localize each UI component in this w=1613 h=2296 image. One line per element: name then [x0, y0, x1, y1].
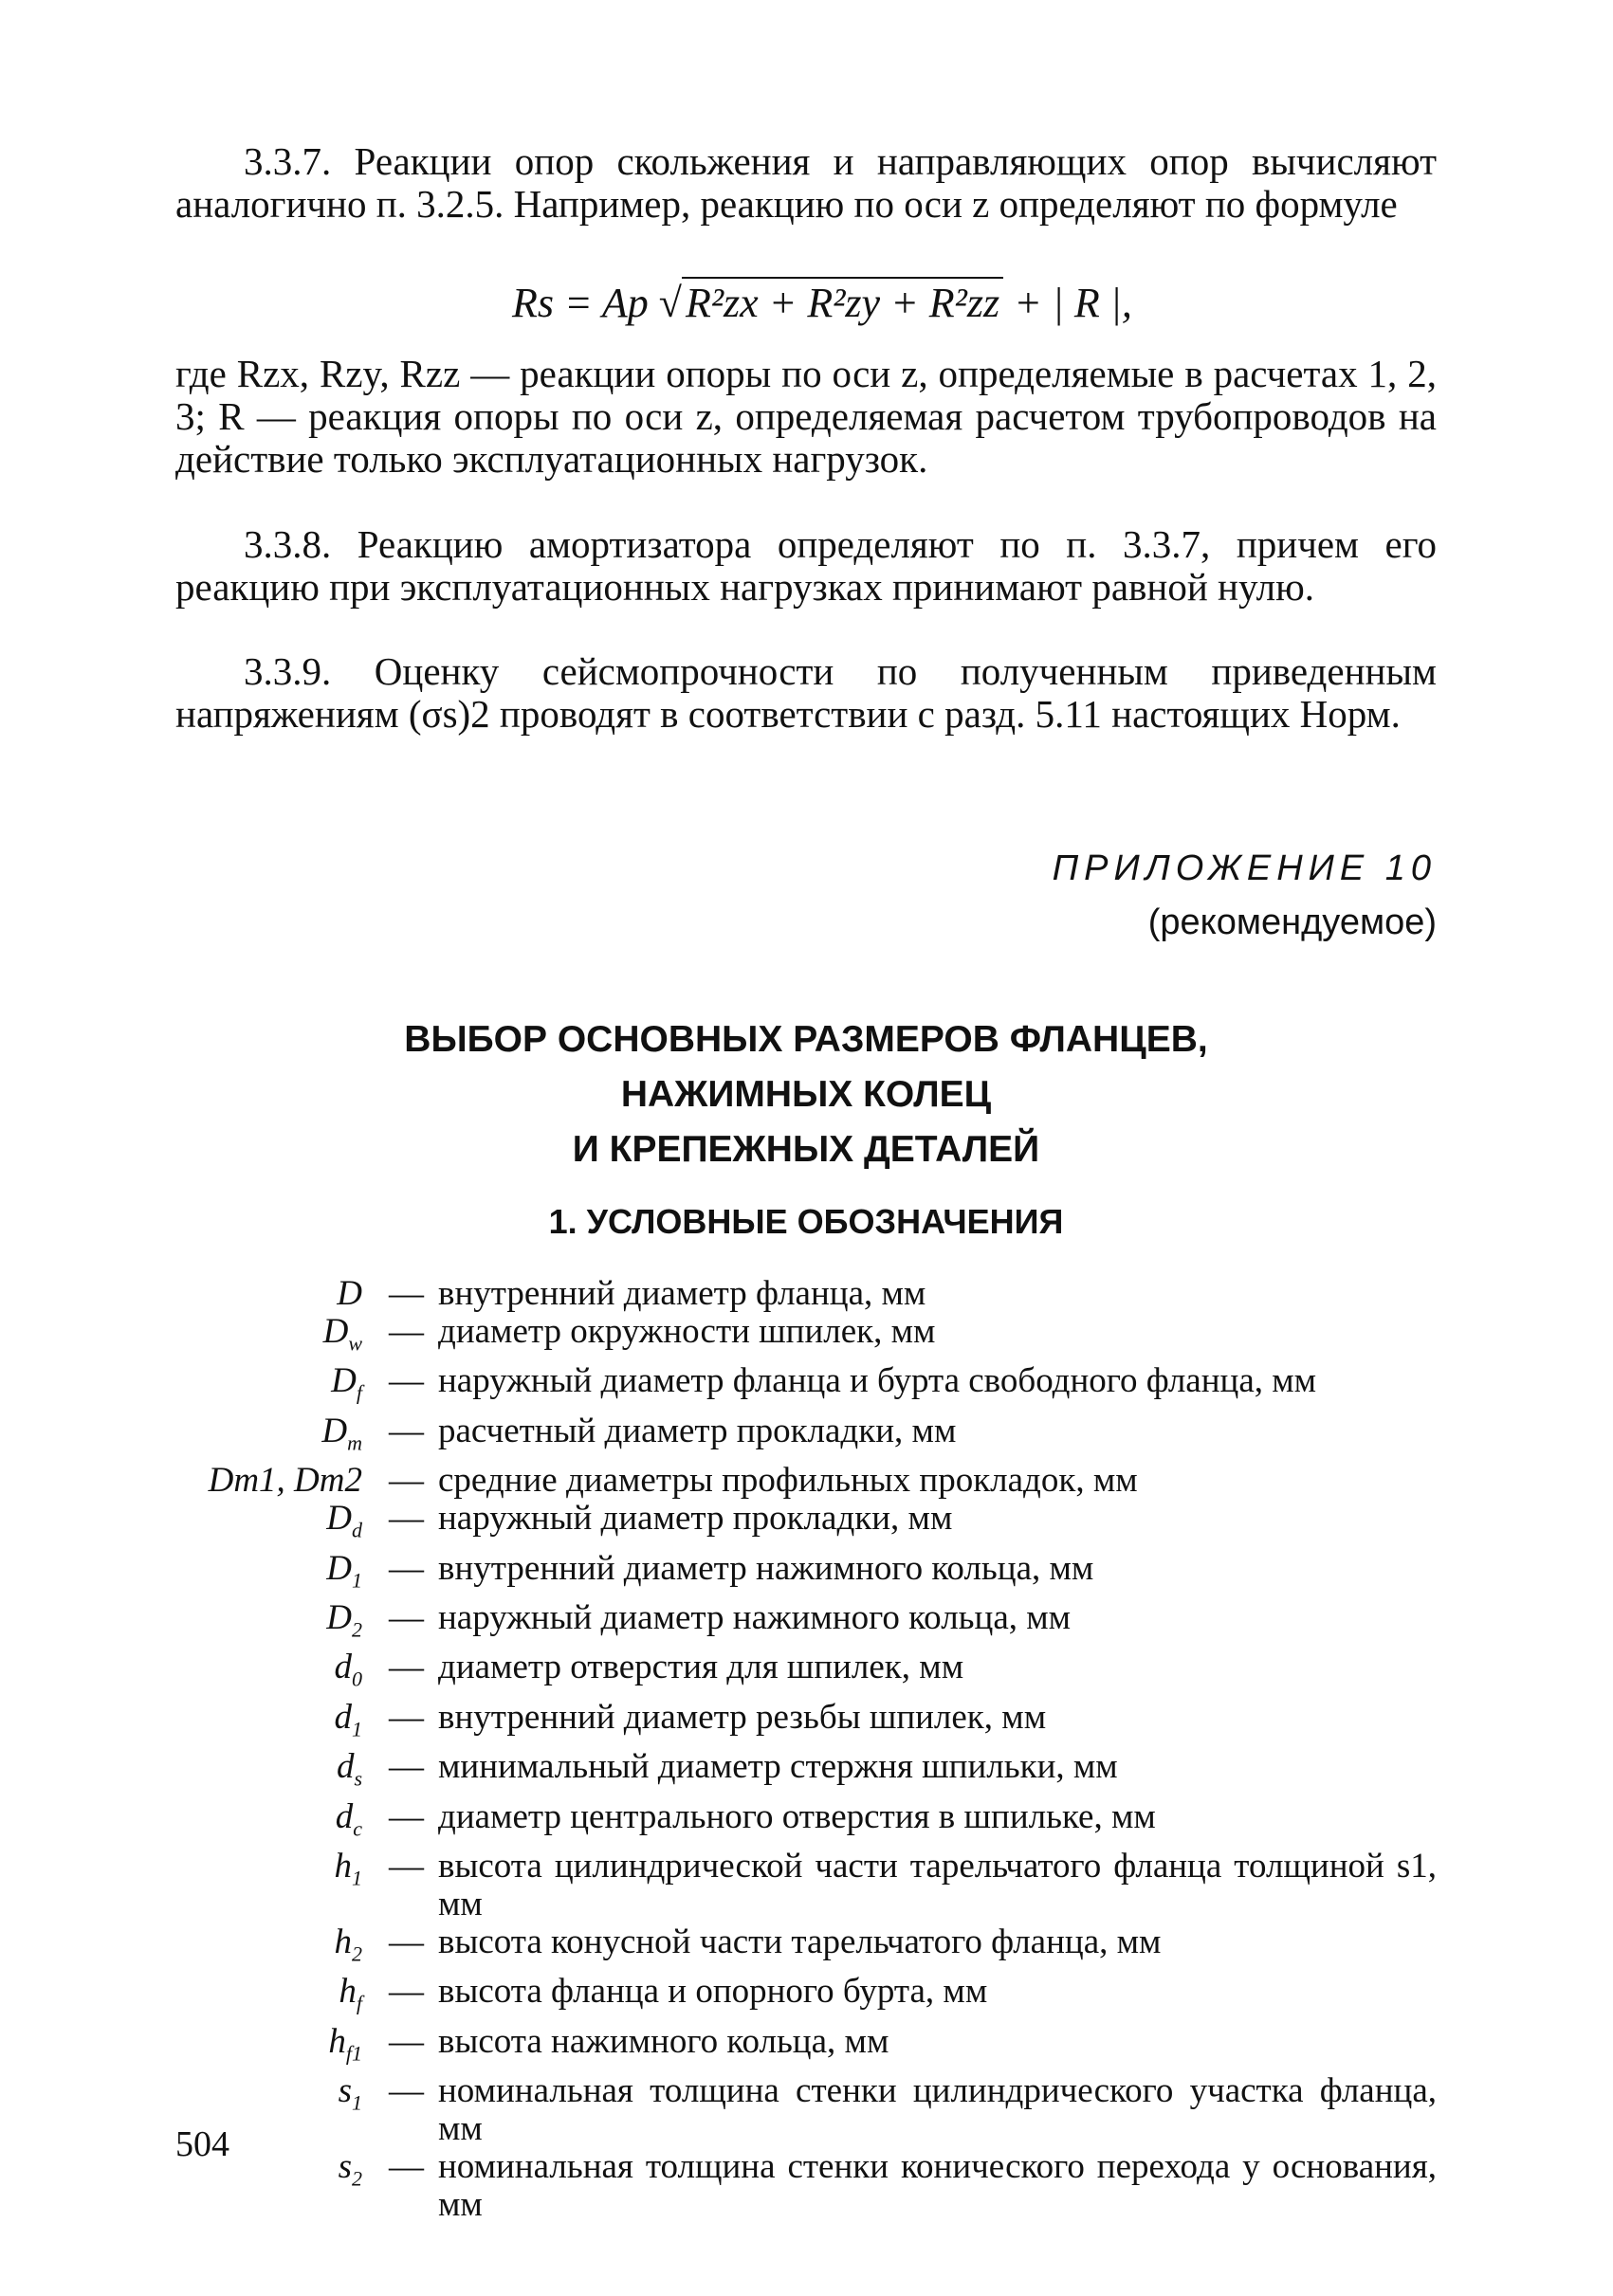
notation-item: [161, 1798, 1437, 1848]
notation-symbol: $h_2$: [334, 1922, 362, 1966]
notation-item: [161, 1649, 1437, 1698]
notation-dash: —: [389, 1922, 424, 1961]
notation-item: [161, 2023, 1437, 2072]
appendix-note: (рекомендуемое): [1147, 902, 1437, 942]
notation-item: [161, 2148, 1437, 2224]
paragraph-3-3-9: 3.3.9. Оценку сейсмопрочности по полученным приведенным напряжениям (σs)2 проводят в соответствии с разд. 5.11 настоящих Норм.: [175, 649, 1437, 736]
notation-dash: —: [389, 2147, 424, 2187]
notation-symbol: $d_1$: [334, 1697, 362, 1741]
notation-description: высота нажимного кольца, мм: [438, 2021, 889, 2061]
notation-symbol: $s_1$: [338, 2071, 362, 2115]
notation-dash: —: [389, 1796, 424, 1836]
notation-dash: —: [389, 1972, 424, 2012]
paragraph-3-3-8: 3.3.8. Реакцию амортизатора определяют по п. 3.3.7, причем его реакцию при эксплуатационных нагрузках принимают равной нулю.: [175, 522, 1437, 609]
notation-description: высота цилиндрической части тарельчатого фланца толщиной s1, мм: [438, 1846, 1437, 1923]
title-line-2: НАЖИМНЫХ КОЛЕЦ: [620, 1074, 992, 1115]
title-line-3: И КРЕПЕЖНЫХ ДЕТАЛЕЙ: [572, 1129, 1040, 1170]
notation-description: наружный диаметр фланца и бурта свободного фланца, мм: [438, 1361, 1317, 1401]
appendix-label: ПРИЛОЖЕНИЕ 10: [1052, 848, 1437, 888]
notation-dash: —: [389, 2021, 424, 2061]
notation-item: [161, 1313, 1437, 1362]
paragraph-3-3-7-where: где Rzx, Rzy, Rzz — реакции опоры по оси z, определяемые в расчетах 1, 2, 3; R — реакция опоры по оси z, определяемая расчетом трубопроводов на действие только эксплуатационных нагрузок.: [175, 352, 1437, 481]
paragraph-3-3-7: 3.3.7. Реакции опор скольжения и направляющих опор вычисляют аналогично п. 3.2.5. Например, реакцию по оси z определяют по формуле: [175, 139, 1437, 226]
notation-item: [161, 1412, 1437, 1462]
notation-symbol: $h_f$: [339, 1972, 362, 2015]
notation-item: [161, 1848, 1437, 1923]
notation-item: [161, 1599, 1437, 1649]
notation-description: номинальная толщина стенки цилиндрического участка фланца, мм: [438, 2071, 1437, 2149]
notation-symbol: $d_0$: [334, 1648, 362, 1691]
notation-description: номинальная толщина стенки конического перехода у основания, мм: [438, 2147, 1437, 2225]
notation-item: [161, 1973, 1437, 2022]
notation-symbol: $d_s$: [336, 1747, 362, 1791]
notation-item: [161, 1462, 1437, 1500]
notation-symbol: $s_2$: [338, 2147, 362, 2191]
notation-description: диаметр окружности шпилек, мм: [438, 1312, 936, 1351]
notation-symbol: $D_d$: [326, 1499, 362, 1542]
title-line-1: ВЫБОР ОСНОВНЫХ РАЗМЕРОВ ФЛАНЦЕВ,: [404, 1019, 1208, 1060]
notation-symbol: $D_2$: [326, 1597, 362, 1642]
notation-symbol: D: [337, 1274, 362, 1313]
notation-description: минимальный диаметр стержня шпильки, мм: [438, 1747, 1118, 1787]
notation-description: расчетный диаметр прокладки, мм: [438, 1411, 957, 1450]
notation-item: [161, 2072, 1437, 2148]
notation-description: высота фланца и опорного бурта, мм: [438, 1972, 988, 2012]
notation-dash: —: [389, 1499, 424, 1539]
notation-item: [161, 1923, 1437, 1973]
page-number: 504: [175, 2124, 229, 2164]
notation-item: [161, 1550, 1437, 1599]
notation-dash: —: [389, 1846, 424, 1886]
notation-description: наружный диаметр нажимного кольца, мм: [438, 1597, 1072, 1637]
section-title: 1. УСЛОВНЫЕ ОБОЗНАЧЕНИЯ: [548, 1202, 1064, 1241]
notation-item: [161, 1275, 1437, 1313]
notation-symbol: $h_1$: [334, 1846, 362, 1890]
notation-symbol: $D_w$: [322, 1312, 362, 1356]
notation-dash: —: [389, 2071, 424, 2111]
notation-description: внутренний диаметр фланца, мм: [438, 1274, 926, 1313]
notation-dash: —: [389, 1461, 424, 1501]
notation-dash: —: [389, 1361, 424, 1401]
formula-radicand: R²zx + R²zy + R²zz: [682, 277, 1003, 327]
notation-symbol: $d_c$: [335, 1796, 362, 1840]
notation-symbol: $D_1$: [326, 1548, 362, 1592]
reaction-formula: Rs = Ap √R²zx + R²zy + R²zz + | R |,: [512, 277, 1132, 327]
notation-description: внутренний диаметр нажимного кольца, мм: [438, 1548, 1094, 1588]
notation-item: [161, 1500, 1437, 1549]
notation-symbol: $D_m$: [321, 1411, 362, 1455]
notation-dash: —: [389, 1747, 424, 1787]
notation-dash: —: [389, 1597, 424, 1637]
notation-item: [161, 1748, 1437, 1797]
notation-dash: —: [389, 1697, 424, 1737]
notation-symbol: $h_{f1}$: [328, 2021, 362, 2066]
notation-description: средние диаметры профильных прокладок, мм: [438, 1461, 1138, 1501]
notation-description: высота конусной части тарельчатого фланца, мм: [438, 1922, 1162, 1961]
notation-description: диаметр отверстия для шпилек, мм: [438, 1648, 964, 1687]
notation-list: [161, 1275, 1437, 2224]
notation-dash: —: [389, 1274, 424, 1313]
notation-dash: —: [389, 1648, 424, 1687]
notation-description: внутренний диаметр резьбы шпилек, мм: [438, 1697, 1047, 1737]
notation-dash: —: [389, 1312, 424, 1351]
notation-symbol: Dm1, Dm2: [208, 1461, 362, 1501]
notation-symbol: $D_f$: [331, 1361, 362, 1405]
notation-dash: —: [389, 1411, 424, 1450]
notation-description: диаметр центрального отверстия в шпильке, мм: [438, 1796, 1156, 1836]
notation-description: наружный диаметр прокладки, мм: [438, 1499, 953, 1539]
notation-item: [161, 1699, 1437, 1748]
notation-item: [161, 1362, 1437, 1412]
appendix-title: [175, 1012, 1437, 1177]
notation-dash: —: [389, 1548, 424, 1588]
